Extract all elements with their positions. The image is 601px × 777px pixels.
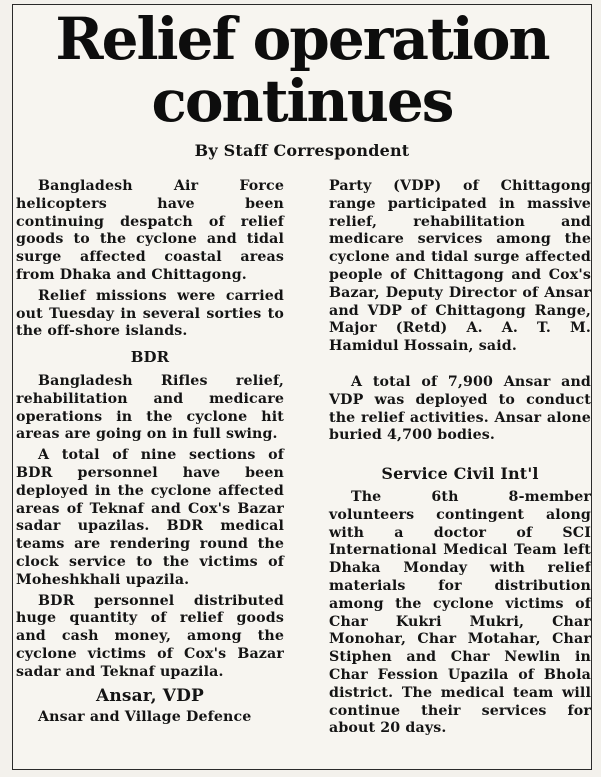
paragraph-bdr-operations: Bangladesh Rifles relief, rehabilitation and medicare operations in the cyclone hit areas are going on in full swing. bbox=[16, 372, 284, 443]
byline: By Staff Correspondent bbox=[194, 141, 410, 160]
subhead-ansar-vdp: Ansar, VDP bbox=[96, 685, 204, 706]
headline bbox=[13, 5, 591, 135]
left-column bbox=[16, 178, 284, 738]
article-columns bbox=[0, 178, 601, 738]
paragraph-bdr-distribution: BDR personnel distributed huge quantity of relief goods and cash money, among the cyclone victims of Cox's Bazar sadar and Teknaf upazila. bbox=[16, 592, 284, 680]
paragraph-ansar-total: A total of 7,900 Ansar and VDP was deployed to conduct the relief activities. Ansar alone buried 4,700 bodies. bbox=[329, 373, 591, 444]
paragraph-sci-team: The 6th 8-member volunteers contingent along with a doctor of SCI International Medical Team left Dhaka Monday with relief materials for distribution among the cyclone victims of Char Kukri Mukri, Char Monohar, Char Motahar, Char Stiphen and Char Newlin in Char Fession Upazila of Bhola district. The medical team will continue their services for about 20 days. bbox=[329, 488, 591, 737]
paragraph-air-force: Bangladesh Air Force helicopters have been continuing despatch of relief goods to the cyclone and tidal surge affected coastal areas from Dhaka and Chittagong. bbox=[16, 178, 284, 283]
headline-line-2: continues bbox=[151, 67, 453, 135]
paragraph-relief-missions: Relief missions were carried out Tuesday in several sorties to the off-shore islands. bbox=[16, 287, 284, 340]
subhead-service-civil: Service Civil Int'l bbox=[381, 464, 539, 484]
right-column bbox=[329, 178, 591, 738]
paragraph-bdr-sections: A total of nine sections of BDR personnel have been deployed in the cyclone affected areas of Teknaf and Cox's Bazar sadar upazilas. BDR medical teams are rendering round the clock service to the victims of Moheshkhali upazila. bbox=[16, 447, 284, 588]
headline-line-1: Relief operation bbox=[55, 5, 549, 73]
subhead-bdr: BDR bbox=[130, 348, 170, 367]
paragraph-ansar-start: Ansar and Village Defence bbox=[38, 709, 252, 726]
paragraph-vdp-chittagong: Party (VDP) of Chittagong range participated in massive relief, rehabilitation and medicare services among the cyclone and tidal surge affected people of Chittagong and Cox's Bazar, Deputy Director of Ansar and VDP of Chittagong Range, Major (Retd) A. A. T. M. Hamidul Hossain, said. bbox=[329, 178, 591, 355]
